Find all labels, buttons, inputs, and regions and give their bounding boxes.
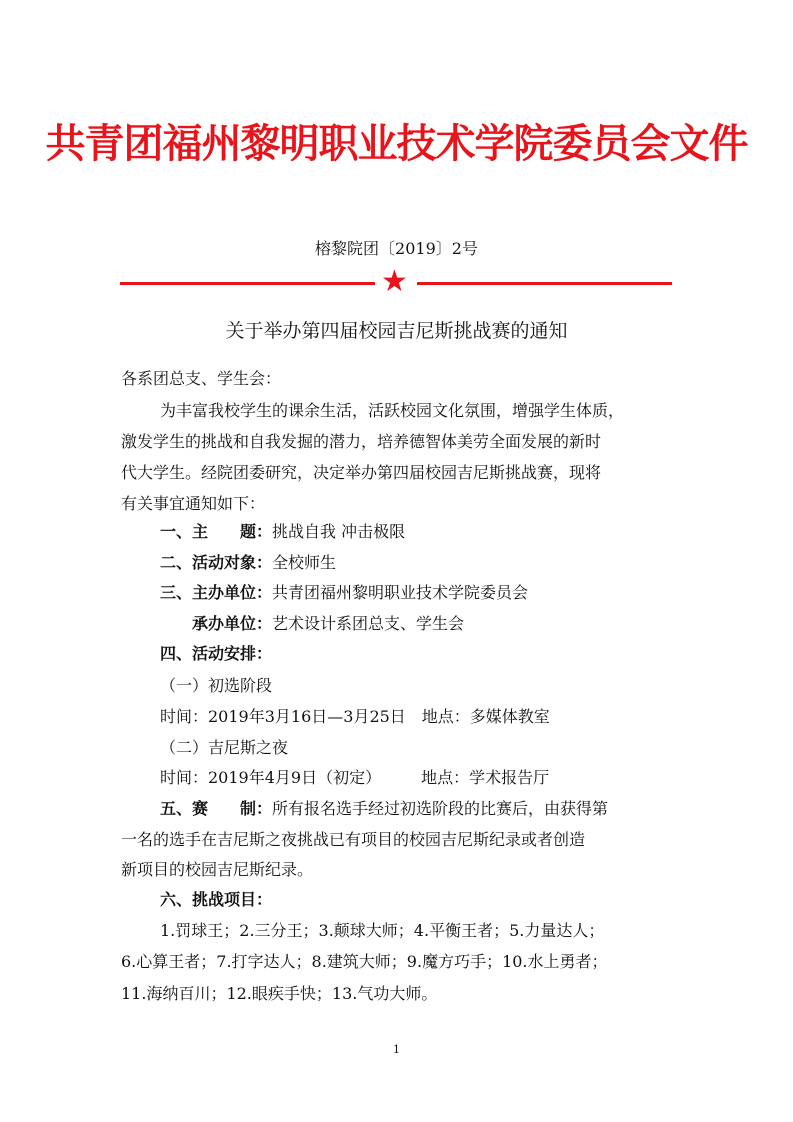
section-organizer xyxy=(160,582,528,604)
intro-line-1: 为丰富我校学生的课余生活，活跃校园文化氛围，增强学生体质， xyxy=(160,401,625,420)
section-label: 四、活动安排： xyxy=(160,644,273,663)
intro-line-2: 激发学生的挑战和自我发掘的潜力，培养德智体美劳全面发展的新时 xyxy=(121,432,602,451)
format-line-3: 新项目的校园吉尼斯纪录。 xyxy=(121,860,314,879)
page-number: 1 xyxy=(393,1043,400,1056)
section-label: 五、赛 制： xyxy=(160,799,273,818)
section-value: 艺术设计系团总支、学生会 xyxy=(272,614,465,633)
format-line-2: 一名的选手在吉尼斯之夜挑战已有项目的校园吉尼斯纪录或者创造 xyxy=(121,830,586,849)
section-value: 全校师生 xyxy=(272,553,337,572)
divider-left xyxy=(120,282,375,285)
stage-1-detail: 时间：2019年3月16日—3月25日 地点：多媒体教室 xyxy=(160,707,550,726)
section-value: 所有报名选手经过初选阶段的比赛后，由获得第 xyxy=(272,799,609,818)
events-line-1: 1.罚球王；2.三分王；3.颠球大师；4.平衡王者；5.力量达人； xyxy=(160,921,605,940)
intro-line-4: 有关事宜通知如下： xyxy=(121,494,266,513)
section-format xyxy=(160,798,608,820)
events-line-3: 11.海纳百川；12.眼疾手快；13.气功大师。 xyxy=(121,984,438,1003)
section-co-organizer xyxy=(192,613,464,635)
section-events xyxy=(160,889,272,911)
divider-right xyxy=(417,282,672,285)
section-label: 六、挑战项目： xyxy=(160,890,273,909)
stage-2-detail: 时间：2019年4月9日（初定） 地点：学术报告厅 xyxy=(160,768,550,787)
section-schedule xyxy=(160,643,272,665)
section-label: 承办单位： xyxy=(192,614,273,633)
salutation: 各系团总支、学生会： xyxy=(121,369,282,388)
stage-1-heading: （一）初选阶段 xyxy=(160,676,273,695)
stage-2-heading: （二）吉尼斯之夜 xyxy=(160,738,289,757)
document-number: 榕黎院团〔2019〕2号 xyxy=(315,239,478,258)
events-line-2: 6.心算王者；7.打字达人；8.建筑大师；9.魔方巧手；10.水上勇者； xyxy=(121,952,608,971)
star-icon: ★ xyxy=(381,264,408,299)
section-theme xyxy=(160,521,405,543)
document-header-title: 共青团福州黎明职业技术学院委员会文件 xyxy=(45,121,748,167)
intro-line-3: 代大学生。经院团委研究，决定举办第四届校园吉尼斯挑战赛，现将 xyxy=(121,463,602,482)
section-label: 三、主办单位： xyxy=(160,583,273,602)
section-label: 二、活动对象： xyxy=(160,553,273,572)
section-value: 共青团福州黎明职业技术学院委员会 xyxy=(272,583,529,602)
section-value: 挑战自我 冲击极限 xyxy=(272,522,406,541)
section-participants xyxy=(160,552,336,574)
section-label: 一、主 题： xyxy=(160,522,273,541)
notice-title: 关于举办第四届校园吉尼斯挑战赛的通知 xyxy=(225,320,568,342)
